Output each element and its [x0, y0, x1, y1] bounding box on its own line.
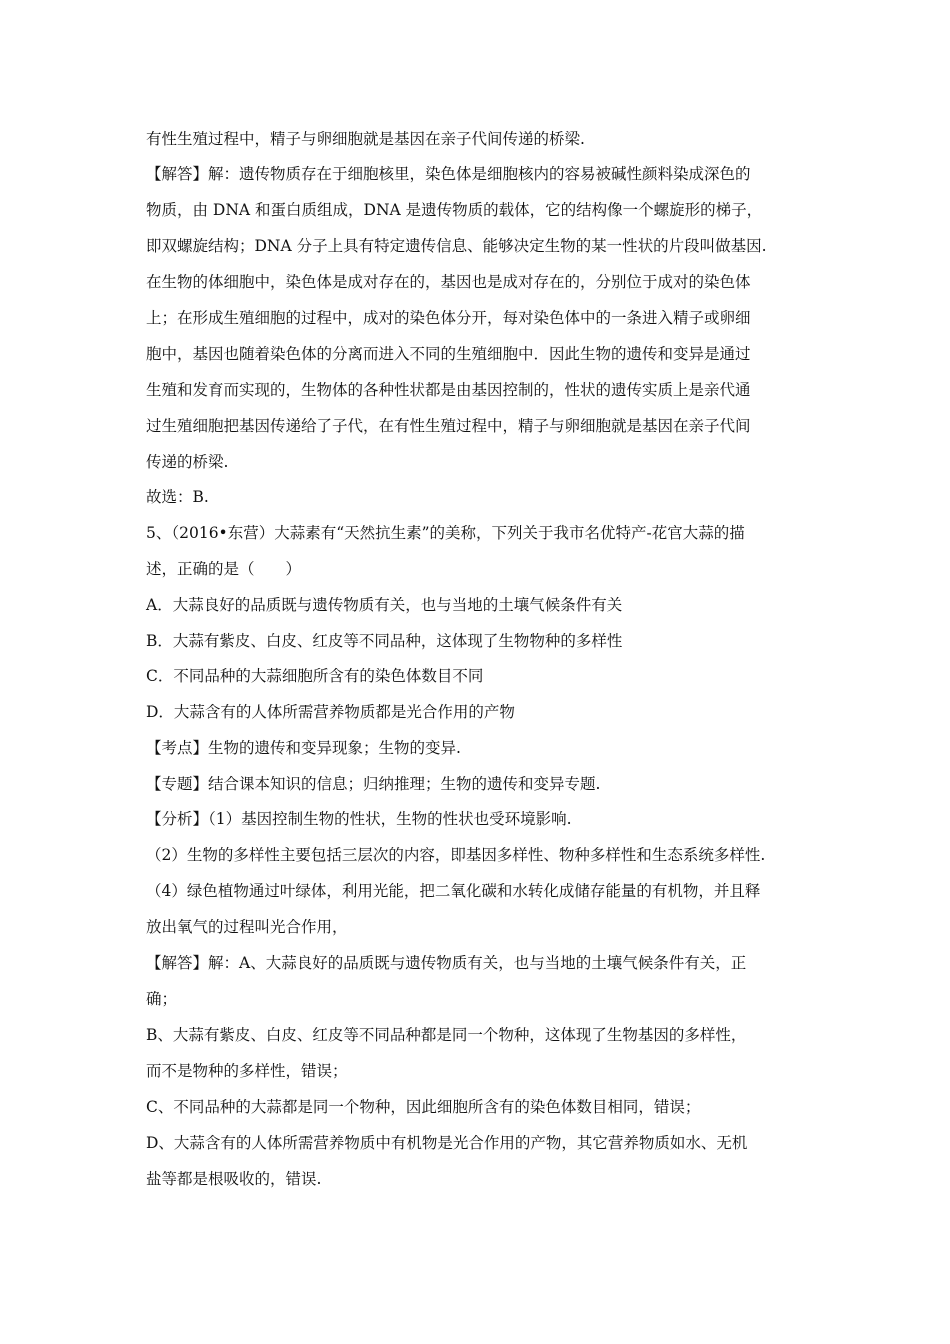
fenxi-line-2: （2）生物的多样性主要包括三层次的内容，即基因多样性、物种多样性和生态系统多样性.: [146, 846, 766, 864]
text-line: 故选：B.: [146, 488, 209, 506]
jieda-d-cont: 盐等都是根吸收的，错误.: [146, 1170, 322, 1188]
text-line: 过生殖细胞把基因传递给了子代，在有性生殖过程中，精子与卵细胞就是基因在亲子代间: [146, 417, 751, 435]
text-line: 【解答】解：遗传物质存在于细胞核里，染色体是细胞核内的容易被碱性颜料染成深色的: [146, 165, 751, 183]
text-line: 生殖和发育而实现的，生物体的各种性状都是由基因控制的，性状的遗传实质上是亲代通: [146, 381, 751, 399]
question-title-cont: 述，正确的是（ ）: [146, 560, 302, 578]
fenxi-line-3-cont: 放出氧气的过程叫光合作用，: [146, 918, 348, 936]
jieda-line-cont: 确；: [146, 990, 178, 1008]
fenxi-line-3: （4）绿色植物通过叶绿体，利用光能，把二氧化碳和水转化成储存能量的有机物，并且释: [146, 882, 761, 900]
fenxi-line: 【分析】（1）基因控制生物的性状，生物的性状也受环境影响.: [146, 810, 572, 828]
text-line: 上；在形成生殖细胞的过程中，成对的染色体分开，每对染色体中的一条进入精子或卵细: [146, 309, 751, 327]
question-title: 5、（2016•东营）大蒜素有“天然抗生素”的美称，下列关于我市名优特产-花官大蒜的描: [146, 524, 745, 542]
option-c: C．不同品种的大蒜细胞所含有的染色体数目不同: [146, 667, 484, 685]
option-b: B．大蒜有紫皮、白皮、红皮等不同品种，这体现了生物物种的多样性: [146, 632, 623, 650]
text-line: 在生物的体细胞中，染色体是成对存在的，基因也是成对存在的，分别位于成对的染色体: [146, 273, 751, 291]
jieda-b-cont: 而不是物种的多样性，错误；: [146, 1062, 348, 1080]
kaodian-line: 【考点】生物的遗传和变异现象；生物的变异.: [146, 739, 461, 757]
text-line: 有性生殖过程中，精子与卵细胞就是基因在亲子代间传递的桥梁.: [146, 130, 585, 148]
jieda-c: C、不同品种的大蒜都是同一个物种，因此细胞所含有的染色体数目相同，错误；: [146, 1098, 701, 1116]
option-a: A．大蒜良好的品质既与遗传物质有关，也与当地的土壤气候条件有关: [146, 596, 623, 614]
jieda-d: D、大蒜含有的人体所需营养物质中有机物是光合作用的产物，其它营养物质如水、无机: [146, 1134, 748, 1152]
text-line: 传递的桥梁.: [146, 453, 229, 471]
text-line: 物质，由 DNA 和蛋白质组成，DNA 是遗传物质的载体，它的结构像一个螺旋形的梯子，: [146, 201, 763, 219]
option-d: D．大蒜含有的人体所需营养物质都是光合作用的产物: [146, 703, 515, 721]
jieda-line: 【解答】解：A、大蒜良好的品质既与遗传物质有关，也与当地的土壤气候条件有关，正: [146, 954, 747, 972]
jieda-b: B、大蒜有紫皮、白皮、红皮等不同品种都是同一个物种，这体现了生物基因的多样性，: [146, 1026, 747, 1044]
zhuanti-line: 【专题】结合课本知识的信息；归纳推理；生物的遗传和变异专题.: [146, 775, 601, 793]
text-line: 胞中，基因也随着染色体的分离而进入不同的生殖细胞中．因此生物的遗传和变异是通过: [146, 345, 751, 363]
text-line: 即双螺旋结构；DNA 分子上具有特定遗传信息、能够决定生物的某一性状的片段叫做基因.: [146, 237, 767, 255]
